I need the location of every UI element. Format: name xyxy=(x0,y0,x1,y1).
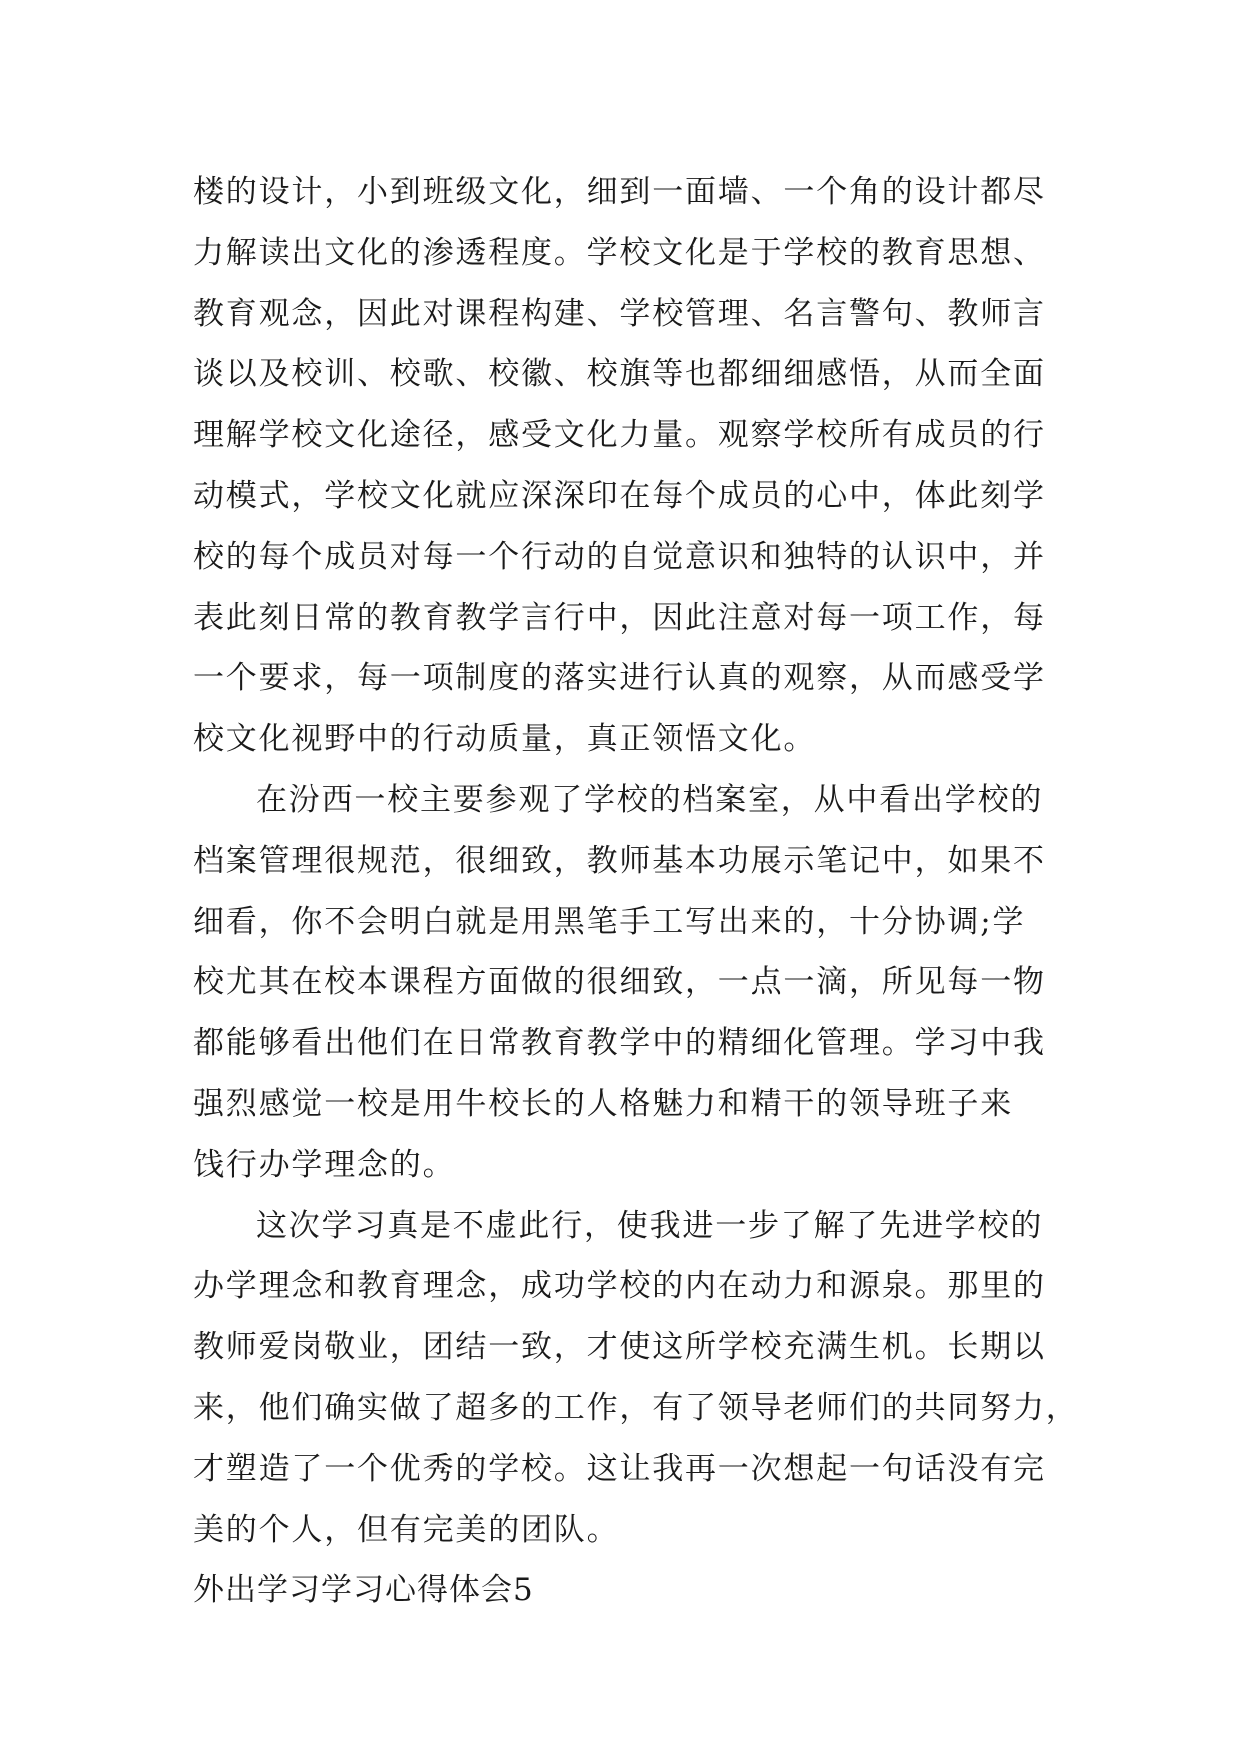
text-line: 饯行办学理念的。 xyxy=(193,1146,456,1183)
text-line: 动模式，学校文化就应深深印在每个成员的心中，体此刻学 xyxy=(193,477,1046,514)
text-line: 教育观念，因此对课程构建、学校管理、名言警句、教师言 xyxy=(193,295,1046,332)
text-line: 校尤其在校本课程方面做的很细致，一点一滴，所见每一物 xyxy=(193,964,1046,1001)
text-line: 才塑造了一个优秀的学校。这让我再一次想起一句话没有完 xyxy=(193,1450,1046,1487)
text-line: 强烈感觉一校是用牛校长的人格魅力和精干的领导班子来 xyxy=(193,1085,1013,1122)
text-line: 这次学习真是不虚此行，使我进一步了解了先进学校的 xyxy=(256,1207,1044,1244)
text-line: 在汾西一校主要参观了学校的档案室，从中看出学校的 xyxy=(256,781,1044,818)
text-line: 一个要求，每一项制度的落实进行认真的观察，从而感受学 xyxy=(193,660,1046,697)
text-line: 理解学校文化途径，感受文化力量。观察学校所有成员的行 xyxy=(193,417,1046,454)
text-line: 力解读出文化的渗透程度。学校文化是于学校的教育思想、 xyxy=(193,234,1046,271)
text-line: 美的个人，但有完美的团队。 xyxy=(193,1511,620,1548)
section-heading: 外出学习学习心得体会5 xyxy=(193,1572,534,1609)
text-line: 楼的设计，小到班级文化，细到一面墙、一个角的设计都尽 xyxy=(193,174,1046,210)
text-line: 教师爱岗敬业，团结一致，才使这所学校充满生机。长期以 xyxy=(193,1329,1046,1366)
text-line: 档案管理很规范，很细致，教师基本功展示笔记中，如果不 xyxy=(193,842,1046,879)
text-line: 办学理念和教育理念，成功学校的内在动力和源泉。那里的 xyxy=(193,1268,1046,1305)
document-body xyxy=(193,162,1079,1621)
text-line: 都能够看出他们在日常教育教学中的精细化管理。学习中我 xyxy=(193,1025,1046,1062)
paragraph-2 xyxy=(193,770,1058,1196)
text-line: 来，他们确实做了超多的工作，有了领导老师们的共同努力， xyxy=(193,1389,1079,1426)
text-line: 校的每个成员对每一个行动的自觉意识和独特的认识中，并 xyxy=(193,538,1046,575)
text-line: 表此刻日常的教育教学言行中，因此注意对每一项工作，每 xyxy=(193,599,1046,636)
text-line: 谈以及校训、校歌、校徽、校旗等也都细细感悟，从而全面 xyxy=(193,356,1046,393)
text-line: 校文化视野中的行动质量，真正领悟文化。 xyxy=(193,721,817,758)
text-line: 细看，你不会明白就是用黑笔手工写出来的，十分协调;学 xyxy=(193,903,1026,940)
paragraph-3 xyxy=(193,1196,1079,1561)
paragraph-1 xyxy=(193,162,1058,770)
